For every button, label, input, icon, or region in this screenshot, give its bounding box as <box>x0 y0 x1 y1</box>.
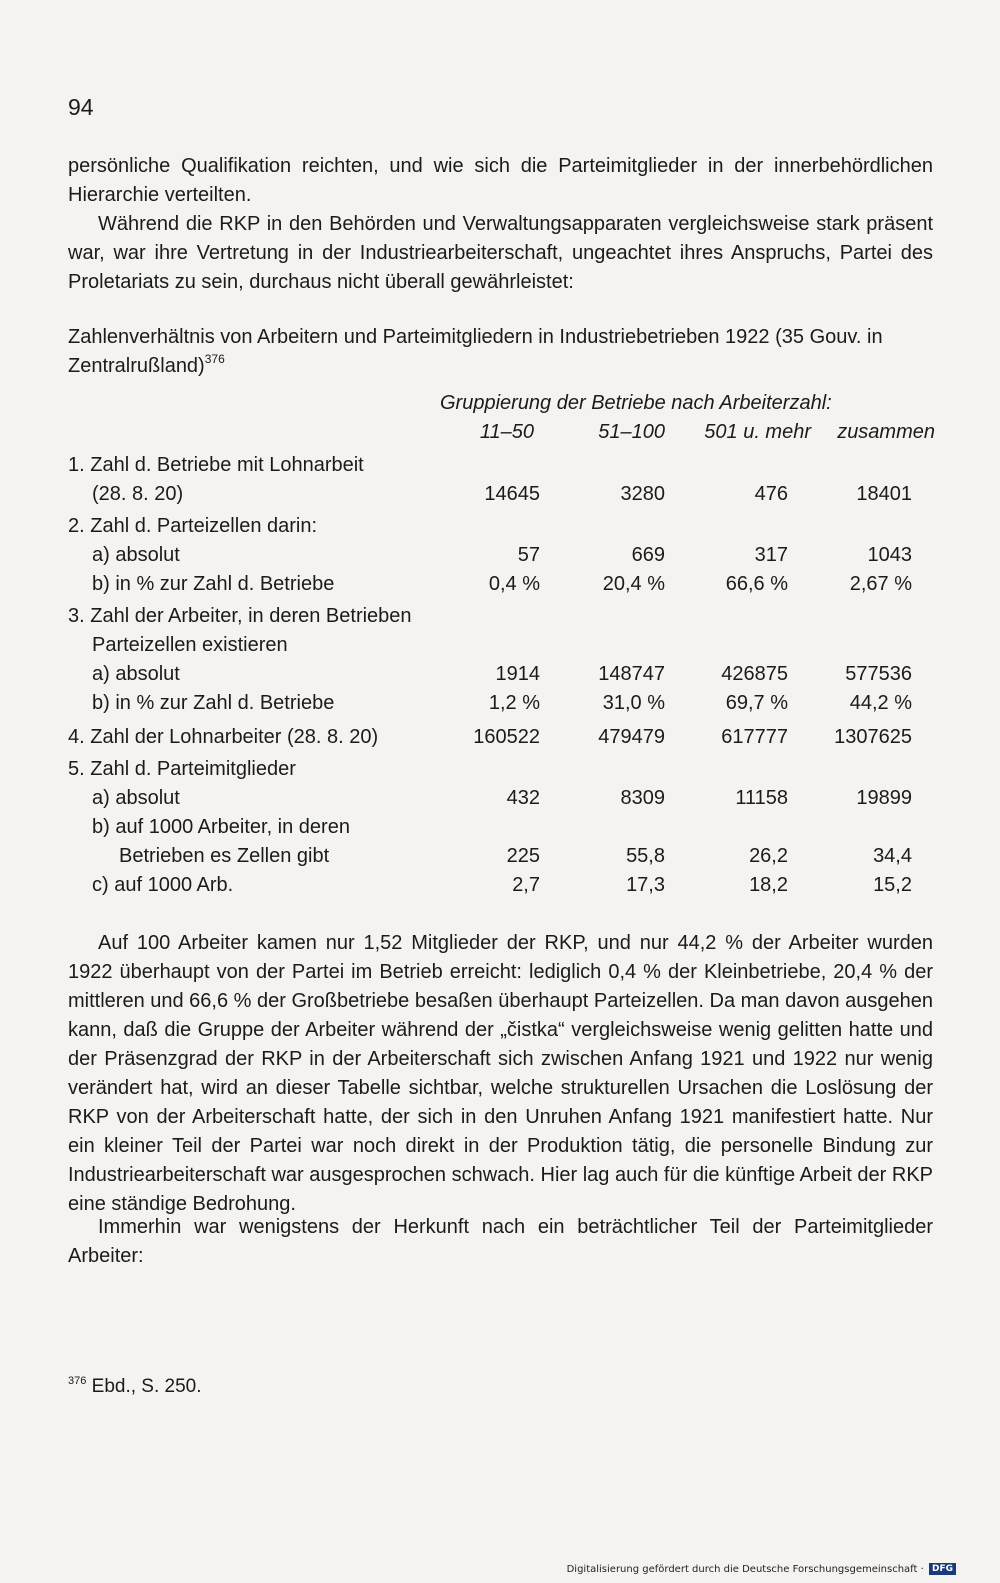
row-label: c) auf 1000 Arb. <box>92 874 234 896</box>
table-cell: 476 <box>754 483 788 505</box>
table-caption <box>68 323 933 381</box>
row-label: 4. Zahl der Lohnarbeiter (28. 8. 20) <box>68 726 379 748</box>
table-cell: 617777 <box>721 726 788 748</box>
table-cell: 3280 <box>620 483 665 505</box>
table-cell: 669 <box>631 544 665 566</box>
row-label: Parteizellen existieren <box>92 634 288 656</box>
footnote <box>68 1376 202 1398</box>
row-label: Betrieben es Zellen gibt <box>119 845 330 867</box>
table-cell: 18,2 <box>749 874 788 896</box>
row-label: a) absolut <box>92 787 180 809</box>
dfg-logo: DFG <box>929 1563 956 1575</box>
digitization-credit <box>567 1563 956 1575</box>
table-caption-footnote-ref: 376 <box>204 352 225 366</box>
row-label: 5. Zahl d. Parteimitglieder <box>68 758 296 780</box>
table-cell: 426875 <box>721 663 788 685</box>
row-label: 1. Zahl d. Betriebe mit Lohnarbeit <box>68 454 364 476</box>
row-label: b) in % zur Zahl d. Betriebe <box>92 692 335 714</box>
table-cell: 17,3 <box>626 874 665 896</box>
table-cell: 160522 <box>473 726 540 748</box>
column-header: 51–100 <box>598 421 665 443</box>
paragraph-3: Auf 100 Arbeiter kamen nur 1,52 Mitglieder der RKP, und nur 44,2 % der Arbeiter wurden 1922 überhaupt von der Partei im Betrieb erreicht: lediglich 0,4 % der Kleinbetriebe, 20,4 % der mittleren und 66,6 % der Großbetriebe besaßen überhaupt Parteizellen. Da man davon ausgehen kann, daß die Gruppe der Arbeiter während der „čistka“ vergleichsweise wenig gelitten hatte und der Präsenzgrad der RKP in der Arbeiterschaft sich zwischen Anfang 1921 und 1922 nur wenig verändert hat, wird an dieser Tabelle sichtbar, welche strukturellen Ursachen die Loslösung der RKP von der Arbeiterschaft hatte, der sich in den Unruhen Anfang 1921 manifestiert hatte. Nur ein kleiner Teil der Partei war noch direkt in der Produktion tätig, die personelle Bindung zur Industriearbeiterschaft war ausgesprochen schwach. Hier lag auch für die künftige Arbeit der RKP eine ständige Bedrohung. <box>68 932 933 1215</box>
table-cell: 432 <box>506 787 540 809</box>
table-group-heading: Gruppierung der Betriebe nach Arbeiterzahl: <box>440 392 832 414</box>
table-cell: 1307625 <box>834 726 912 748</box>
row-label: b) in % zur Zahl d. Betriebe <box>92 573 335 595</box>
table-cell: 34,4 <box>873 845 912 867</box>
paragraph-4: Immerhin war wenigstens der Herkunft nach ein beträchtlicher Teil der Parteimitglieder Arbeiter: <box>68 1216 933 1267</box>
row-label: b) auf 1000 Arbeiter, in deren <box>92 816 350 838</box>
table-cell: 8309 <box>620 787 665 809</box>
table-cell: 31,0 % <box>602 692 665 714</box>
row-label: (28. 8. 20) <box>92 483 184 505</box>
table-cell: 0,4 % <box>488 573 540 595</box>
row-label: a) absolut <box>92 544 180 566</box>
table-cell: 1,2 % <box>488 692 540 714</box>
row-label: 3. Zahl der Arbeiter, in deren Betrieben <box>68 605 412 627</box>
table-cell: 479479 <box>598 726 665 748</box>
table-cell: 317 <box>754 544 788 566</box>
table-caption-text: Zahlenverhältnis von Arbeitern und Parteimitgliedern in Industriebetrieben 1922 (35 Gouv. in Zentralrußland) <box>68 326 883 377</box>
table-cell: 66,6 % <box>725 573 788 595</box>
table-cell: 15,2 <box>873 874 912 896</box>
table-cell: 44,2 % <box>849 692 912 714</box>
table-cell: 19899 <box>856 787 912 809</box>
table-cell: 69,7 % <box>725 692 788 714</box>
table-cell: 225 <box>506 845 540 867</box>
row-label: a) absolut <box>92 663 180 685</box>
table-cell: 57 <box>517 544 540 566</box>
table-cell: 1914 <box>495 663 540 685</box>
table-cell: 11158 <box>735 787 788 809</box>
column-header: 11–50 <box>479 421 534 443</box>
table-cell: 18401 <box>856 483 912 505</box>
credit-text: Digitalisierung gefördert durch die Deutsche Forschungsgemeinschaft · <box>566 1564 924 1575</box>
footnote-text: Ebd., S. 250. <box>91 1376 202 1397</box>
table-cell: 577536 <box>845 663 912 685</box>
paragraph-1: persönliche Qualifikation reichten, und wie sich die Parteimitglieder in der innerbehördlichen Hierarchie verteilten. <box>68 155 933 206</box>
row-label: 2. Zahl d. Parteizellen darin: <box>68 515 318 537</box>
table-cell: 14645 <box>484 483 540 505</box>
table-cell: 2,7 <box>512 874 540 896</box>
table-cell: 1043 <box>867 544 912 566</box>
table-cell: 2,67 % <box>849 573 912 595</box>
table-cell: 26,2 <box>749 845 788 867</box>
table-cell: 55,8 <box>626 845 665 867</box>
table-cell: 20,4 % <box>602 573 665 595</box>
column-header: 501 u. mehr <box>704 421 811 443</box>
footnote-number: 376 <box>68 1375 87 1387</box>
page-number: 94 <box>68 94 94 120</box>
table-cell: 148747 <box>598 663 665 685</box>
column-header: zusammen <box>837 421 935 443</box>
paragraph-2: Während die RKP in den Behörden und Verwaltungsapparaten vergleichsweise stark präsent war, war ihre Vertretung in der Industriearbeiterschaft, ungeachtet ihres Anspruchs, Partei des Proletariats zu sein, durchaus nicht überall gewährleistet: <box>68 213 933 293</box>
